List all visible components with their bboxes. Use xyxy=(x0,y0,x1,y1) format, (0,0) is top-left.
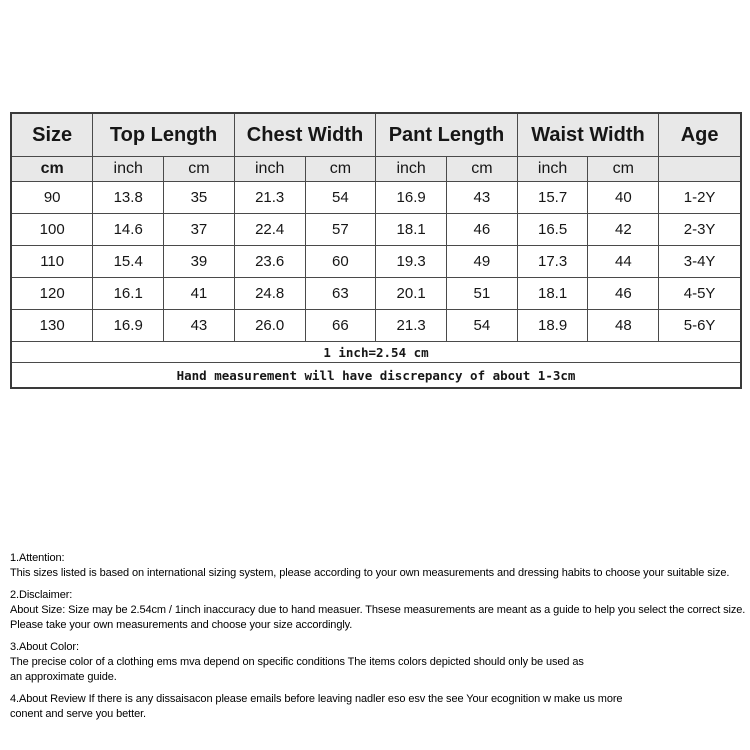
table-cell: 15.7 xyxy=(517,182,588,214)
table-cell: 57 xyxy=(305,214,376,246)
note-row-inch-conversion xyxy=(11,342,741,363)
table-row xyxy=(11,310,741,342)
table-cell: 39 xyxy=(164,246,235,278)
table-cell: 24.8 xyxy=(234,278,305,310)
footnotes-block xyxy=(10,551,748,729)
table-cell: 19.3 xyxy=(376,246,447,278)
header-pant-length: Pant Length xyxy=(376,113,517,157)
subheader-cm: cm xyxy=(447,157,518,182)
table-header xyxy=(11,113,741,182)
subheader-age-blank xyxy=(659,157,741,182)
table-cell: 13.8 xyxy=(93,182,164,214)
table-cell: 16.1 xyxy=(93,278,164,310)
table-cell: 15.4 xyxy=(93,246,164,278)
size-chart-table-wrap xyxy=(10,112,742,389)
table-cell: 43 xyxy=(164,310,235,342)
paragraph-line: 2.Disclaimer: xyxy=(10,589,73,601)
table-cell: 16.5 xyxy=(517,214,588,246)
table-cell: 100 xyxy=(11,214,93,246)
table-cell: 4-5Y xyxy=(659,278,741,310)
table-row xyxy=(11,214,741,246)
paragraph-line: 1.Attention: xyxy=(10,552,65,564)
subheader-inch: inch xyxy=(517,157,588,182)
subheader-size-cm: cm xyxy=(11,157,93,182)
table-cell: 54 xyxy=(447,310,518,342)
header-size: Size xyxy=(11,113,93,157)
table-row xyxy=(11,182,741,214)
table-cell: 90 xyxy=(11,182,93,214)
table-cell: 21.3 xyxy=(234,182,305,214)
table-cell: 5-6Y xyxy=(659,310,741,342)
size-table-body xyxy=(11,182,741,342)
note-row-hand-measurement xyxy=(11,363,741,389)
table-cell: 43 xyxy=(447,182,518,214)
table-cell: 46 xyxy=(447,214,518,246)
subheader-cm: cm xyxy=(305,157,376,182)
paragraph-line: an approximate guide. xyxy=(10,671,117,683)
paragraph-line: 4.About Review If there is any dissaisacon please emails before leaving nadler eso esv the see Your ecognition w make us more xyxy=(10,693,623,705)
subheader-inch: inch xyxy=(234,157,305,182)
paragraph-line: conent and serve you better. xyxy=(10,708,147,720)
size-chart-table xyxy=(10,112,742,389)
paragraph-line: About Size: Size may be 2.54cm / 1inch inaccuracy due to hand measuer. Thsese measurements are meant as a guide to help you select the correct size. xyxy=(10,604,746,616)
table-cell: 18.1 xyxy=(376,214,447,246)
table-cell: 37 xyxy=(164,214,235,246)
table-cell: 16.9 xyxy=(93,310,164,342)
table-cell: 21.3 xyxy=(376,310,447,342)
table-cell: 120 xyxy=(11,278,93,310)
header-waist-width: Waist Width xyxy=(517,113,658,157)
subheader-inch: inch xyxy=(93,157,164,182)
table-cell: 40 xyxy=(588,182,659,214)
table-cell: 49 xyxy=(447,246,518,278)
inch-conversion-note: 1 inch=2.54 cm xyxy=(11,342,741,363)
paragraph-line: Please take your own measurements and choose your size accordingly. xyxy=(10,619,353,631)
paragraph-line: This sizes listed is based on international sizing system, please according to your own measurements and dressing habits to choose your suitable size. xyxy=(10,567,730,579)
header-top-length: Top Length xyxy=(93,113,234,157)
table-cell: 1-2Y xyxy=(659,182,741,214)
table-cell: 23.6 xyxy=(234,246,305,278)
header-age: Age xyxy=(659,113,741,157)
header-chest-width: Chest Width xyxy=(234,113,375,157)
subheader-cm: cm xyxy=(588,157,659,182)
table-cell: 66 xyxy=(305,310,376,342)
table-cell: 60 xyxy=(305,246,376,278)
paragraph-about-review xyxy=(10,692,748,722)
table-cell: 20.1 xyxy=(376,278,447,310)
table-cell: 18.9 xyxy=(517,310,588,342)
table-cell: 46 xyxy=(588,278,659,310)
table-cell: 16.9 xyxy=(376,182,447,214)
table-cell: 44 xyxy=(588,246,659,278)
table-row xyxy=(11,246,741,278)
table-cell: 18.1 xyxy=(517,278,588,310)
table-notes xyxy=(11,342,741,389)
table-cell: 2-3Y xyxy=(659,214,741,246)
table-row xyxy=(11,278,741,310)
table-cell: 22.4 xyxy=(234,214,305,246)
table-cell: 63 xyxy=(305,278,376,310)
hand-measurement-note: Hand measurement will have discrepancy of about 1-3cm xyxy=(11,363,741,389)
subheader-row xyxy=(11,157,741,182)
table-cell: 35 xyxy=(164,182,235,214)
paragraph-disclaimer xyxy=(10,588,748,633)
table-cell: 26.0 xyxy=(234,310,305,342)
header-row xyxy=(11,113,741,157)
table-cell: 17.3 xyxy=(517,246,588,278)
paragraph-line: The precise color of a clothing ems mva depend on specific conditions The items colors depicted should only be used as xyxy=(10,656,584,668)
table-cell: 41 xyxy=(164,278,235,310)
table-cell: 14.6 xyxy=(93,214,164,246)
table-cell: 130 xyxy=(11,310,93,342)
table-cell: 48 xyxy=(588,310,659,342)
subheader-inch: inch xyxy=(376,157,447,182)
paragraph-attention xyxy=(10,551,748,581)
table-cell: 110 xyxy=(11,246,93,278)
subheader-cm: cm xyxy=(164,157,235,182)
table-cell: 51 xyxy=(447,278,518,310)
table-cell: 54 xyxy=(305,182,376,214)
paragraph-line: 3.About Color: xyxy=(10,641,79,653)
table-cell: 3-4Y xyxy=(659,246,741,278)
table-cell: 42 xyxy=(588,214,659,246)
paragraph-about-color xyxy=(10,640,748,685)
